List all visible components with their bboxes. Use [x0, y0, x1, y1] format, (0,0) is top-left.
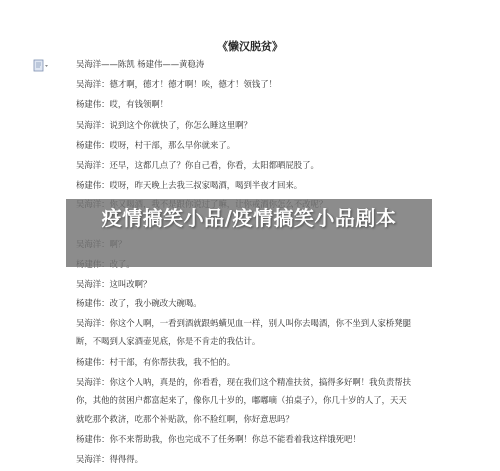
dialogue-line: 你，其他的贫困户都富起来了，像你几十岁的，嘟嘟嘀（拍桌子），你几十岁的人了，天天	[76, 395, 407, 405]
dialogue-line: 杨建伟：哎，有钱领啊！	[76, 99, 169, 109]
dialogue-line: 杨建伟：村干部，有你帮扶我，我不怕的。	[76, 357, 236, 367]
dialogue-line: 吴海洋：还早，这都几点了？你自己看，你看，太阳都晒屁股了。	[76, 160, 319, 170]
overlay-headline: 疫情搞笑小品/疫情搞笑小品剧本	[101, 206, 397, 230]
dialogue-line: 杨建伟：哎呀，村干部，那么早你就来了。	[76, 140, 236, 150]
dialogue-line: 就吃那个救济，吃那个补贴款，你不脸红啊，你好意思吗？	[76, 414, 294, 424]
cast-line: 吴海洋——陈凯 杨建伟——黄稳涛	[76, 59, 205, 69]
dialogue-line: 杨建伟：改了，我小碗改大碗喝。	[76, 298, 202, 308]
dialogue-line: 吴海洋：说到这个你就快了，你怎么睡这里啊？	[76, 120, 252, 130]
document-title: 《懒汉脱贫》	[217, 40, 283, 53]
dialogue-line: 吴海洋：得得得。	[76, 454, 143, 464]
dialogue-line: 吴海洋：这叫改啊？	[76, 279, 152, 289]
dialogue-line: 杨建伟：哎呀，昨天晚上去我三叔家喝酒，喝到半夜才回来。	[76, 180, 303, 190]
dialogue-line: 杨建伟：你不来帮助我，你也完成不了任务啊！你总不能看着我这样饿死吧！	[76, 434, 361, 444]
dialogue-line: 吴海洋：你这个人啊，一看到酒就跟蚂蟥见血一样，别人叫你去喝酒，你不坐到人家桥凳腿	[76, 318, 411, 328]
dialogue-line: 吴海洋：德才啊，德才！德才啊！唉，德才！领钱了！	[76, 79, 277, 89]
dialogue-line: 断，不喝到人家酒壶见底，你是不肯走的我估计。	[76, 336, 261, 346]
document-icon	[33, 59, 49, 73]
dialogue-line: 吴海洋：你这个人呐，真是的，你看看，现在我们这个精准扶贫，搞得多好啊！我负责帮扶	[76, 377, 411, 387]
